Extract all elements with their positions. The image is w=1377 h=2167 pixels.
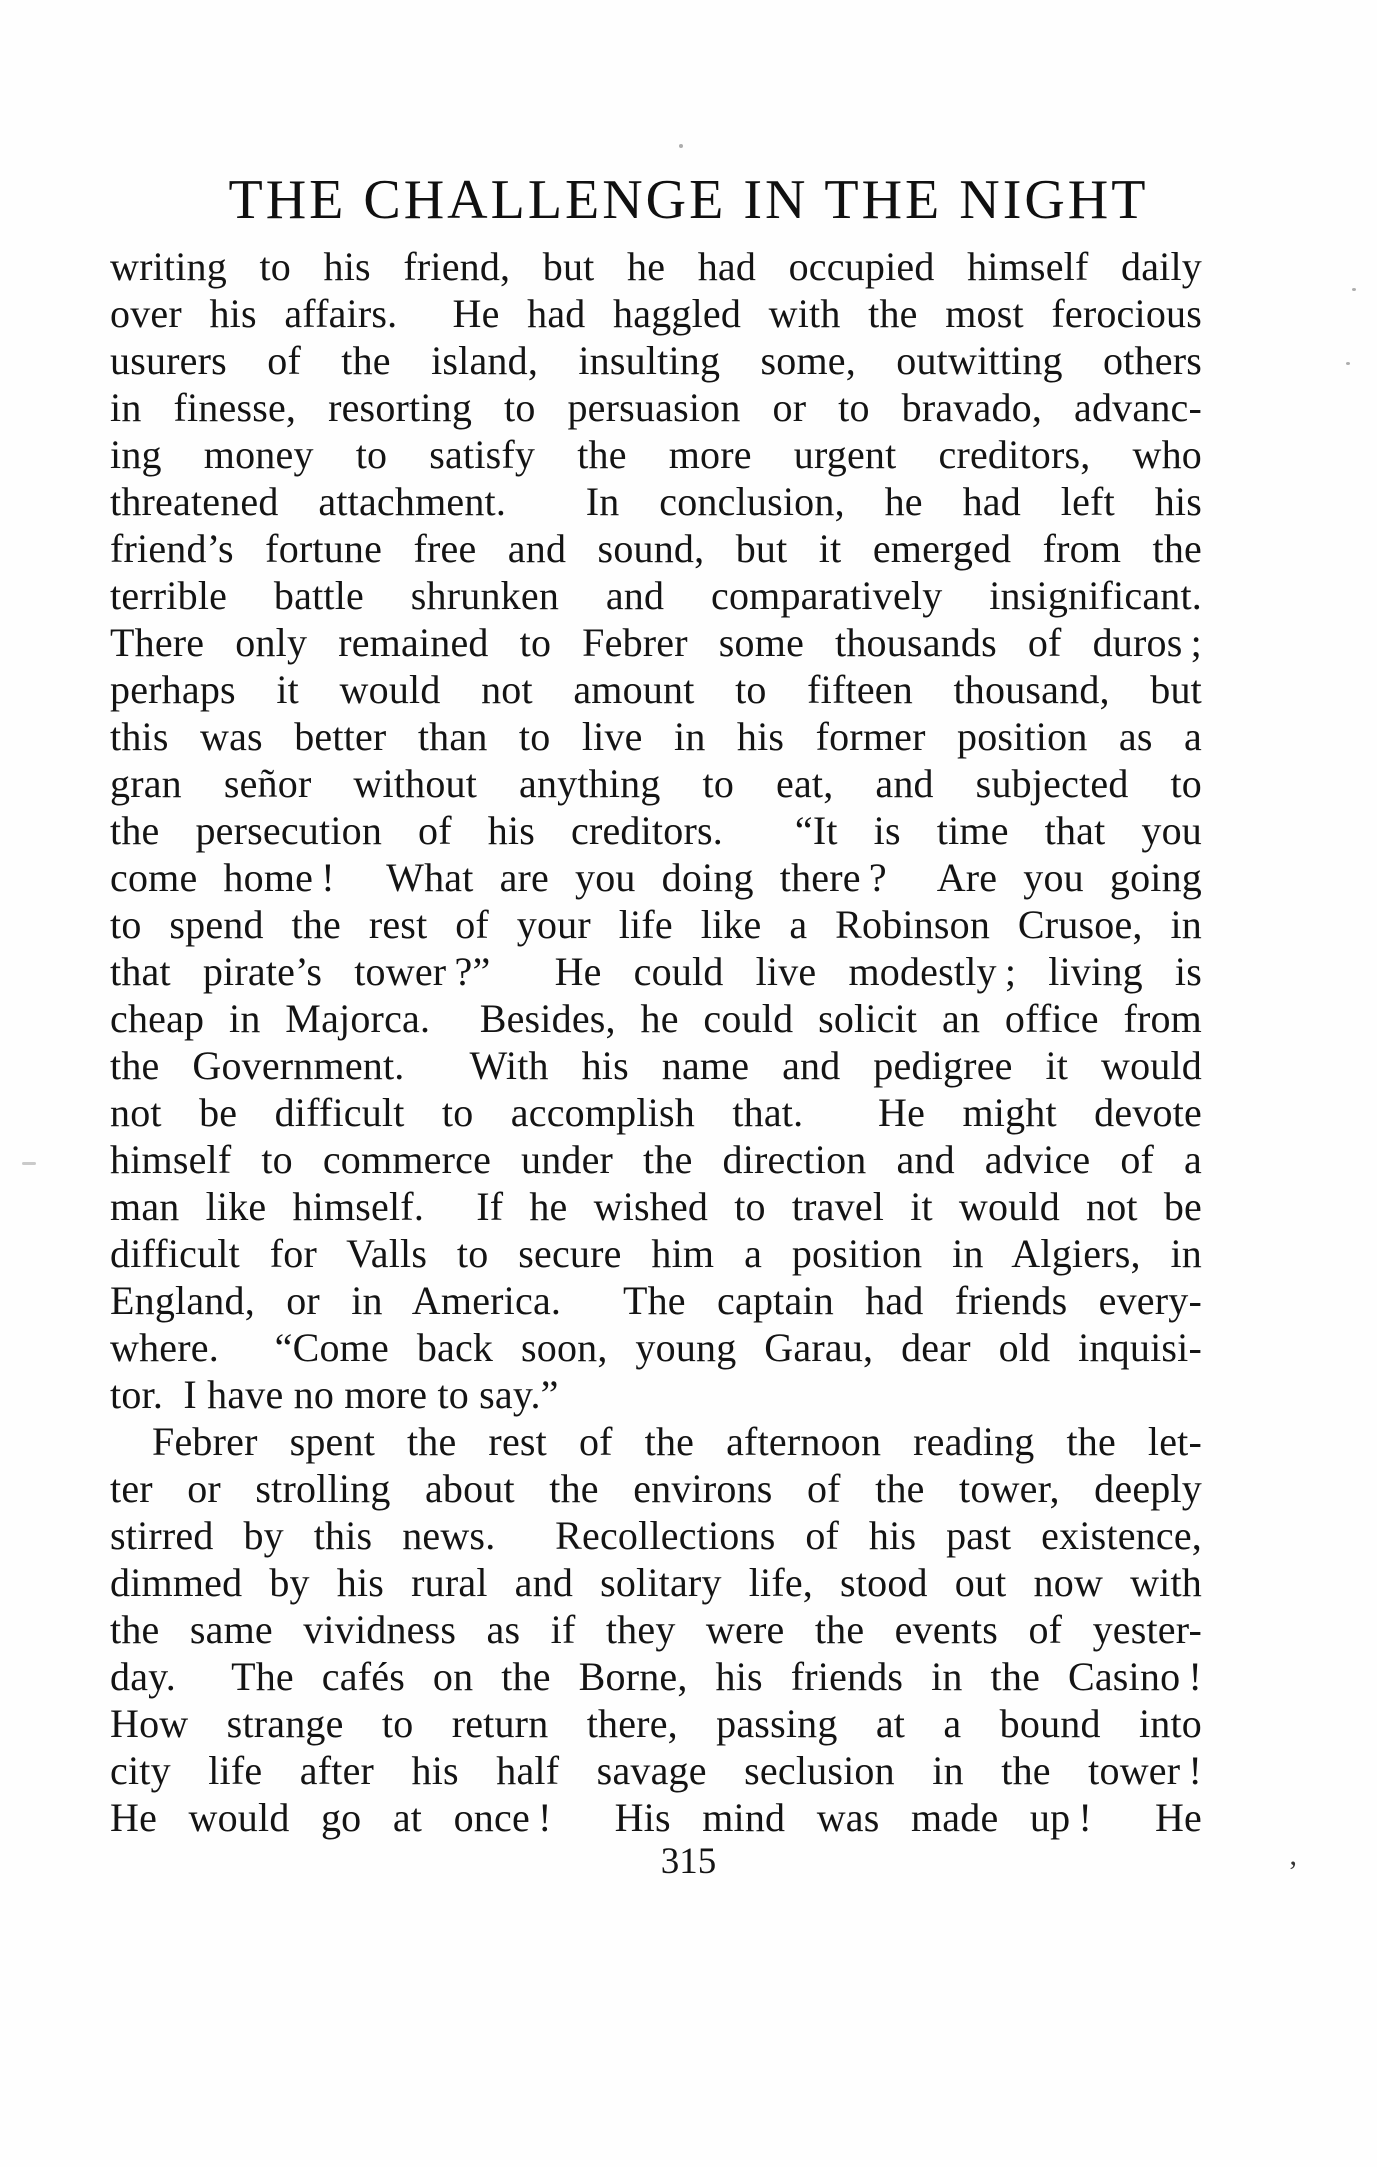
text-line: usurers of the island, insulting some, outwitting others — [110, 338, 1202, 383]
page-number: 315 — [660, 1841, 717, 1882]
text-line: the persecution of his creditors. “It is time that you — [110, 808, 1202, 853]
text-line: stirred by this news. Recollections of his past existence, — [110, 1513, 1202, 1558]
text-line: friend’s fortune free and sound, but it emerged from the — [110, 526, 1202, 571]
text-line: perhaps it would not amount to fifteen thousand, but — [110, 667, 1202, 712]
text-line: threatened attachment. In conclusion, he had left his — [110, 479, 1202, 524]
text-line: the same vividness as if they were the events of yester- — [110, 1607, 1202, 1652]
text-line: that pirate’s tower ?” He could live modestly ; living is — [110, 949, 1202, 994]
body-text — [110, 243, 1202, 1841]
text-line: There only remained to Febrer some thousands of duros ; — [110, 620, 1202, 665]
text-line: gran señor without anything to eat, and subjected to — [110, 761, 1202, 806]
text-line: this was better than to live in his former position as a — [110, 714, 1202, 759]
text-line: man like himself. If he wished to travel it would not be — [110, 1184, 1202, 1229]
text-line: terrible battle shrunken and comparatively insignificant. — [110, 573, 1202, 618]
text-line: England, or in America. The captain had friends every- — [110, 1278, 1202, 1323]
text-line: ing money to satisfy the more urgent creditors, who — [110, 432, 1202, 477]
ink-speck — [22, 1162, 36, 1165]
ink-speck — [1352, 288, 1356, 291]
text-line: himself to commerce under the direction and advice of a — [110, 1137, 1202, 1182]
ink-speck — [679, 144, 683, 148]
text-line: dimmed by his rural and solitary life, stood out now with — [110, 1560, 1202, 1605]
text-line: city life after his half savage seclusion in the tower ! — [110, 1748, 1202, 1793]
text-line: to spend the rest of your life like a Robinson Crusoe, in — [110, 902, 1202, 947]
text-line: How strange to return there, passing at a bound into — [110, 1701, 1202, 1746]
text-line: He would go at once ! His mind was made up ! He — [110, 1795, 1202, 1840]
text-line: difficult for Valls to secure him a position in Algiers, in — [110, 1231, 1202, 1276]
text-line: where. “Come back soon, young Garau, dear old inquisi- — [110, 1325, 1202, 1370]
text-line: come home ! What are you doing there ? Are you going — [110, 855, 1202, 900]
text-line: writing to his friend, but he had occupied himself daily — [110, 244, 1202, 289]
ink-speck — [1346, 362, 1350, 365]
page-title: THE CHALLENGE IN THE NIGHT — [228, 169, 1149, 231]
stray-ink-mark: ’ — [1288, 1855, 1298, 1888]
text-line: not be difficult to accomplish that. He might devote — [110, 1090, 1202, 1135]
text-line: over his affairs. He had haggled with the most ferocious — [110, 291, 1202, 336]
text-line: ter or strolling about the environs of the tower, deeply — [110, 1466, 1202, 1511]
text-line: tor. I have no more to say.” — [110, 1372, 559, 1417]
text-line: Febrer spent the rest of the afternoon reading the let- — [152, 1419, 1202, 1464]
text-line: in finesse, resorting to persuasion or to bravado, advanc- — [110, 385, 1202, 430]
text-line: cheap in Majorca. Besides, he could solicit an office from — [110, 996, 1202, 1041]
text-line: the Government. With his name and pedigree it would — [110, 1043, 1202, 1088]
text-line: day. The cafés on the Borne, his friends in the Casino ! — [110, 1654, 1202, 1699]
